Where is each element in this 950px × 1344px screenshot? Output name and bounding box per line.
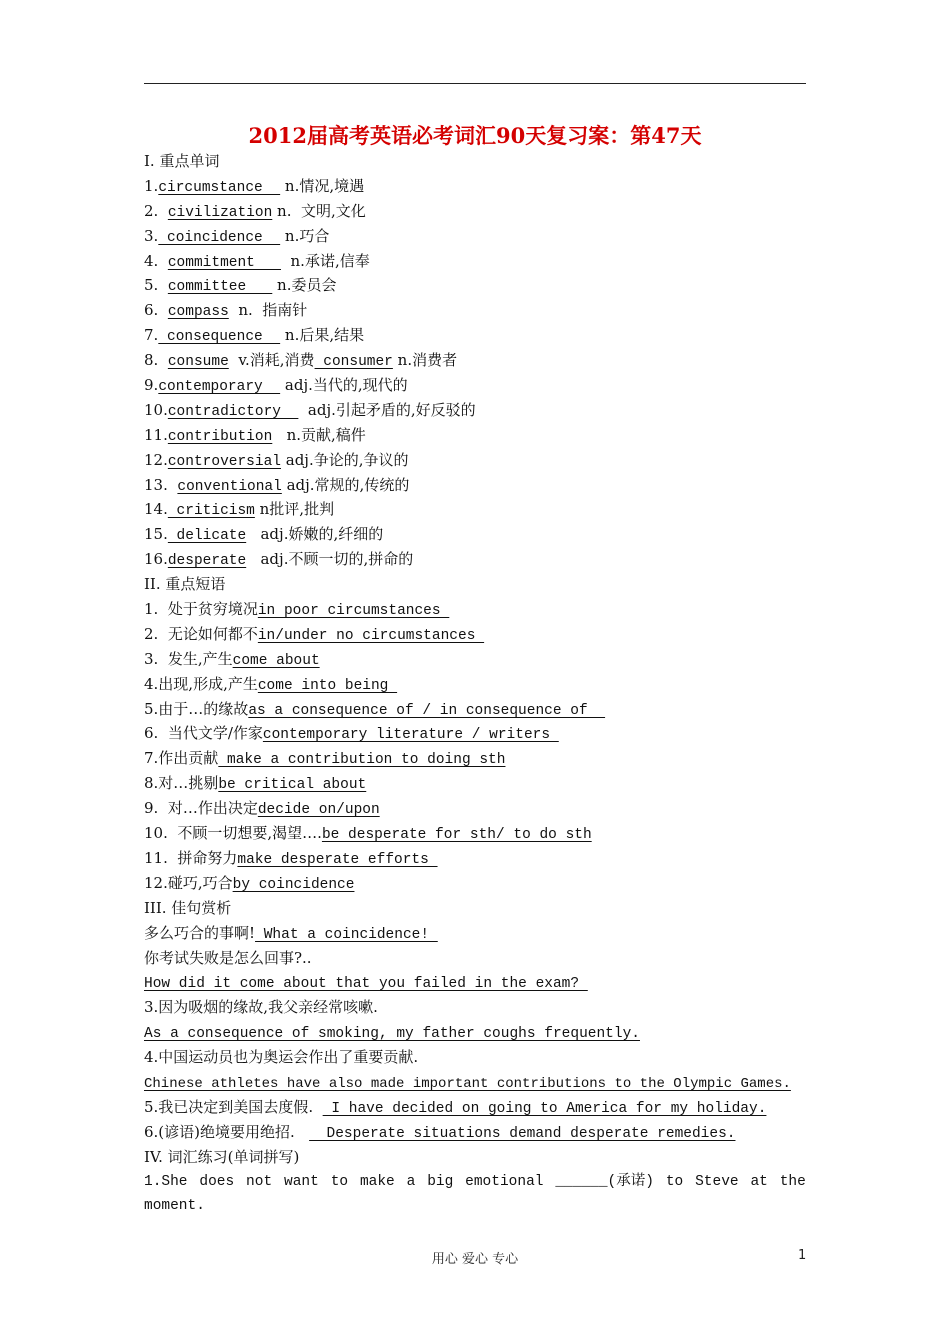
word-answer: compass	[167, 304, 229, 321]
phrase-prompt: 4.出现,形成,产生	[144, 674, 258, 693]
word-item	[144, 199, 806, 224]
phrase-item	[144, 622, 806, 647]
phrase-answer: in poor circumstances	[257, 603, 450, 620]
word-definition: adj.当代的,现代的	[280, 376, 408, 395]
item-number: 10.	[144, 400, 168, 419]
word-answer: circumstance	[158, 179, 281, 196]
word-answer: civilization	[167, 204, 273, 221]
word-item	[144, 547, 806, 572]
phrase-answer: contemporary literature / writers	[262, 727, 559, 744]
word-definition: n.情况,境遇	[280, 176, 365, 195]
phrase-answer: come into being	[257, 677, 398, 694]
word-item	[144, 323, 806, 348]
exercise-word: does	[199, 1173, 235, 1190]
word-item	[144, 249, 806, 274]
phrase-item	[144, 846, 806, 871]
page-number: 1	[798, 1248, 807, 1263]
item-number: 11.	[144, 425, 168, 444]
phrase-item	[144, 597, 806, 622]
phrase-item	[144, 672, 806, 697]
word-answer: desperate	[167, 553, 247, 570]
word-answer: controversial	[167, 453, 281, 470]
item-number: 4.	[144, 251, 168, 270]
word-answer: coincidence	[158, 229, 281, 246]
word-definition: adj.不顾一切的,拼命的	[246, 550, 414, 569]
word-answer: consume	[167, 354, 229, 371]
item-number: 2.	[144, 201, 168, 220]
sentence-chinese: 4.中国运动员也为奥运会作出了重要贡献.	[144, 1048, 419, 1067]
phrase-answer: by coincidence	[232, 876, 355, 893]
word-answer: consequence	[158, 329, 281, 346]
exercise-word: to	[330, 1173, 349, 1190]
header-rule	[144, 83, 806, 84]
word-answer: contribution	[167, 428, 273, 445]
phrase-item	[144, 821, 806, 846]
sentence-chinese: 3.因为吸烟的缘故,我父亲经常咳嗽.	[144, 998, 378, 1017]
footer-text: 用心 爱心 专心	[431, 1252, 519, 1267]
exercise-word: Steve	[695, 1173, 739, 1190]
phrase-answer: be desperate for sth/ to do sth	[321, 827, 592, 844]
word-item	[144, 273, 806, 298]
exercise-word: not	[246, 1173, 273, 1190]
sentence-english: As a consequence of smoking, my father coughs frequently.	[144, 1026, 640, 1043]
item-number: 7.	[144, 326, 159, 345]
word-answer: commitment	[167, 254, 281, 271]
word-list	[144, 174, 806, 572]
sentence-english-line	[144, 1020, 806, 1045]
phrase-answer: in/under no circumstances	[257, 627, 485, 644]
item-number: 1.	[144, 176, 159, 195]
phrase-prompt: 5.由于…的缘故	[144, 699, 249, 718]
phrase-answer: make a contribution to doing sth	[218, 752, 506, 769]
phrase-item	[144, 746, 806, 771]
word-item	[144, 522, 806, 547]
word-definition: n.承诺,信奉	[280, 251, 370, 270]
word-answer: contradictory	[167, 403, 299, 420]
word-definition: n批评,批判	[254, 500, 335, 519]
exercise-word: at	[750, 1173, 768, 1190]
phrase-item	[144, 796, 806, 821]
sentence-line	[144, 921, 806, 946]
exercise-line	[144, 1170, 806, 1195]
exercise-word: want	[284, 1173, 319, 1190]
word-definition: n.巧合	[280, 226, 330, 245]
word-definition: n.消费者	[392, 351, 458, 370]
word-item	[144, 473, 806, 498]
phrase-prompt: 9. 对…作出决定	[144, 799, 258, 818]
item-number: 6.	[144, 301, 168, 320]
word-answer: conventional	[177, 478, 282, 495]
phrase-answer: come about	[232, 652, 320, 669]
phrase-prompt: 12.碰巧,巧合	[144, 873, 233, 892]
word-item	[144, 423, 806, 448]
sentence-chinese: 5.我已决定到美国去度假.	[144, 1097, 314, 1116]
sentence-english: What a coincidence!	[255, 926, 438, 943]
word-definition: n. 文明,文化	[272, 201, 366, 220]
phrase-prompt: 1. 处于贫穷境况	[144, 600, 258, 619]
word-definition: adj.常规的,传统的	[281, 475, 410, 494]
item-number: 12.	[144, 450, 168, 469]
word-item	[144, 373, 806, 398]
phrase-item	[144, 771, 806, 796]
phrase-answer: decide on/upon	[257, 802, 380, 819]
phrase-prompt: 2. 无论如何都不	[144, 624, 258, 643]
word-item	[144, 497, 806, 522]
exercise-word: big	[427, 1173, 454, 1190]
sentence-chinese: 多么巧合的事啊!	[144, 923, 256, 942]
word-item	[144, 298, 806, 323]
word-definition: v.消耗,消费	[228, 351, 315, 370]
exercise-word: the	[779, 1173, 806, 1190]
page-title: 2012届高考英语必考词汇90天复习案：第47天	[248, 123, 702, 148]
sentence-english-line	[144, 970, 806, 995]
item-number: 14.	[144, 500, 168, 519]
sentence-english: Desperate situations demand desperate remedies.	[309, 1125, 736, 1142]
sentence-english: How did it come about that you failed in the exam?	[144, 976, 588, 993]
item-number: 15.	[144, 525, 168, 544]
section-heading-sentences: III. 佳句赏析	[144, 898, 232, 917]
phrase-prompt: 11. 拼命努力	[144, 848, 238, 867]
word-item	[144, 224, 806, 249]
word-answer: contemporary	[158, 379, 281, 396]
word-definition: n.贡献,稿件	[272, 425, 366, 444]
word-definition: n. 指南针	[228, 301, 308, 320]
word-definition: adj.争论的,争议的	[280, 450, 409, 469]
sentence-chinese: 你考试失败是怎么回事?..	[144, 948, 312, 967]
sentence-english: Chinese athletes have also made important contributions to the Olympic Games.	[144, 1075, 791, 1092]
sentence-chinese: 6.(谚语)绝境要用绝招.	[144, 1122, 295, 1141]
phrase-item	[144, 721, 806, 746]
item-number: 8.	[144, 351, 168, 370]
word-definition: n.委员会	[272, 276, 337, 295]
sentence-line	[144, 1095, 806, 1120]
section-heading-exercises: IV. 词汇练习(单词拼写)	[144, 1147, 300, 1166]
word-answer: consumer	[314, 354, 393, 371]
word-item	[144, 398, 806, 423]
exercise-word: emotional	[465, 1173, 544, 1190]
exercise-line-tail: moment.	[144, 1198, 205, 1215]
word-item	[144, 448, 806, 473]
item-number: 16.	[144, 550, 168, 569]
exercise-word: to	[665, 1173, 684, 1190]
word-item	[144, 348, 806, 373]
word-definition: adj.引起矛盾的,好反驳的	[298, 400, 476, 419]
phrase-answer: make desperate efforts	[237, 851, 438, 868]
phrase-prompt: 10. 不顾一切想要,渴望….	[144, 824, 322, 843]
item-number: 9.	[144, 376, 159, 395]
exercise-word: 1.She	[144, 1173, 188, 1190]
exercise-word: ______(承诺)	[555, 1173, 654, 1190]
phrase-prompt: 6. 当代文学/作家	[144, 724, 263, 743]
section-heading-phrases: II. 重点短语	[144, 575, 226, 594]
phrase-item	[144, 647, 806, 672]
phrase-list	[144, 597, 806, 896]
phrase-prompt: 7.作出贡献	[144, 749, 219, 768]
phrase-prompt: 8.对…挑剔	[144, 774, 219, 793]
section-heading-words: I. 重点单词	[144, 152, 220, 170]
exercise-word: a	[406, 1173, 416, 1190]
word-answer: criticism	[167, 503, 255, 520]
sentence-line	[144, 1120, 806, 1145]
word-answer: committee	[167, 279, 273, 296]
sentence-english: I have decided on going to America for my holiday.	[322, 1100, 767, 1117]
document-body	[144, 149, 806, 1219]
item-number: 5.	[144, 276, 168, 295]
word-answer: delicate	[167, 528, 247, 545]
phrase-answer: be critical about	[218, 777, 367, 794]
phrase-answer: as a consequence of / in consequence of	[248, 702, 606, 719]
item-number: 3.	[144, 226, 159, 245]
word-definition: n.后果,结果	[280, 326, 365, 345]
word-definition: adj.娇嫩的,纤细的	[246, 525, 384, 544]
phrase-item	[144, 871, 806, 896]
phrase-item	[144, 697, 806, 722]
phrase-prompt: 3. 发生,产生	[144, 649, 233, 668]
sentence-english-line	[144, 1070, 806, 1095]
word-item	[144, 174, 806, 199]
item-number: 13.	[144, 475, 178, 494]
exercise-word: make	[359, 1173, 395, 1190]
